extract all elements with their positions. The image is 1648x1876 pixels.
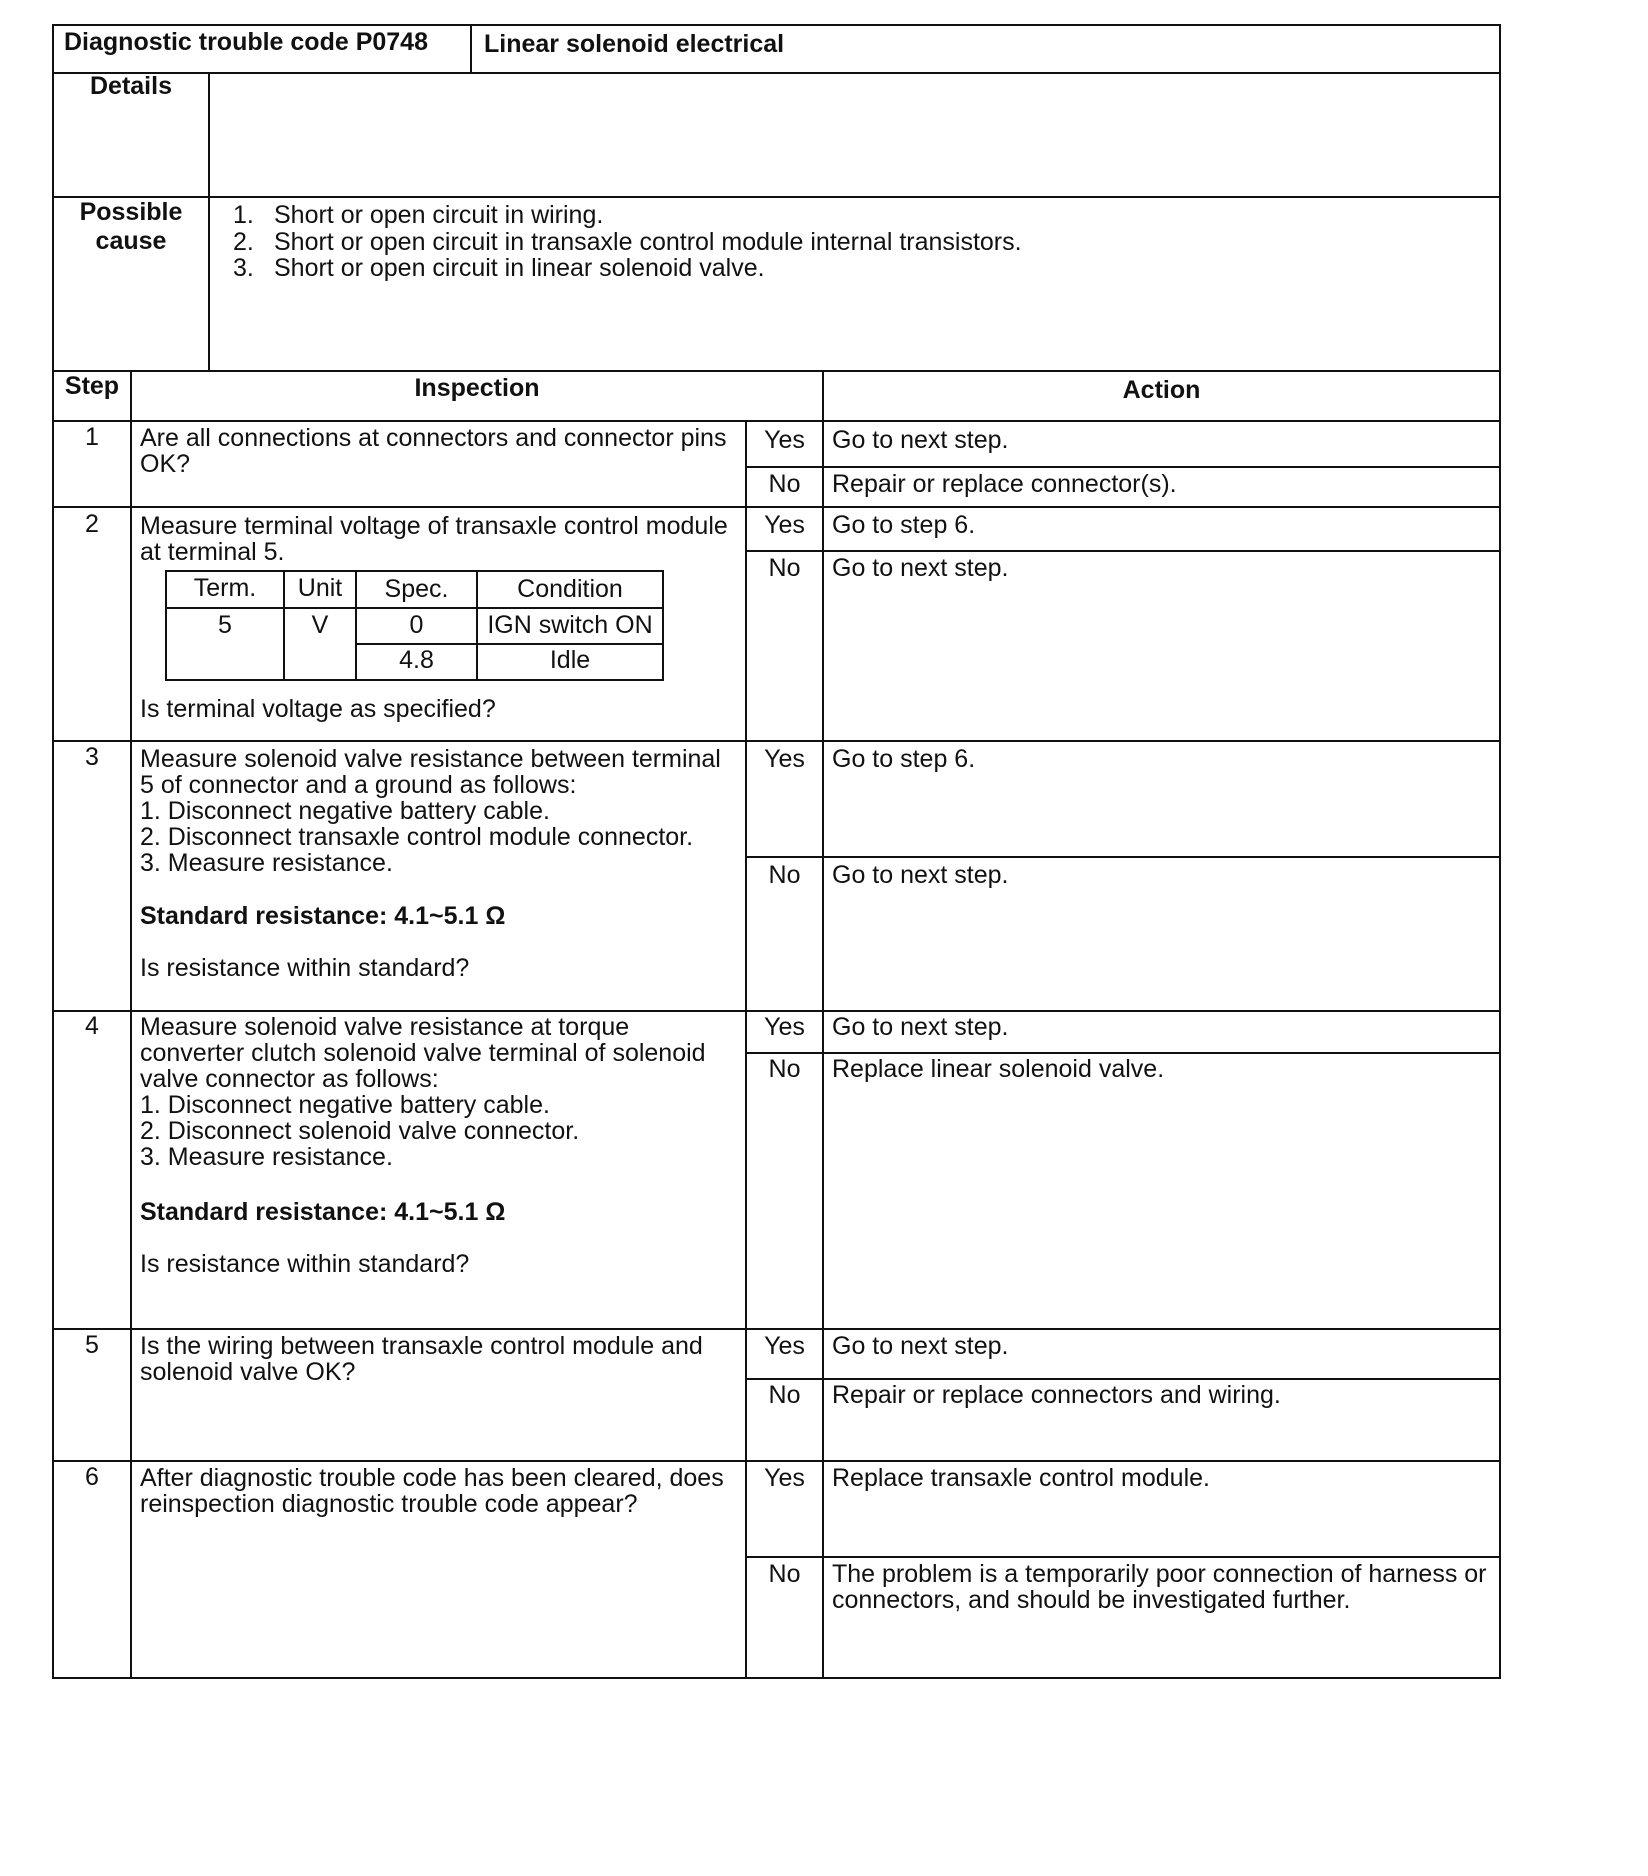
- inspection-line: reinspection diagnostic trouble code appear?: [140, 1490, 638, 1518]
- dtc-title: Linear solenoid electrical: [484, 30, 785, 58]
- yes-label: Yes: [764, 1464, 805, 1492]
- column-header-bottom-line: [52, 420, 1501, 422]
- inspection-question: Is terminal voltage as specified?: [140, 695, 496, 723]
- step-number: 3: [85, 743, 99, 771]
- step-number: 5: [85, 1331, 99, 1359]
- cause-item-text: Short or open circuit in wiring.: [274, 201, 604, 229]
- no-action: Replace linear solenoid valve.: [832, 1055, 1165, 1083]
- yesno-separator-5: [745, 1378, 1501, 1380]
- yes-action: Go to next step.: [832, 1013, 1009, 1041]
- yes-action: Go to step 6.: [832, 745, 976, 773]
- inspection-line: OK?: [140, 450, 191, 478]
- spec-condition: Idle: [549, 646, 591, 674]
- spec-term-value: 5: [218, 611, 232, 639]
- dtc-code-label: Diagnostic trouble code P0748: [64, 28, 428, 56]
- row-separator-5: [52, 1460, 1501, 1462]
- spec-unit-value: V: [311, 611, 329, 639]
- cause-item-number: 3.: [233, 254, 254, 282]
- step-number: 2: [85, 510, 99, 538]
- step-number: 4: [85, 1012, 99, 1040]
- border-bottom: [52, 1677, 1501, 1679]
- spec-table-border: [165, 570, 664, 572]
- inspection-line: Is the wiring between transaxle control module and: [140, 1332, 703, 1360]
- inspection-line: at terminal 5.: [140, 538, 285, 566]
- action-column-header: Action: [1122, 376, 1201, 404]
- spec-header-term: Term.: [193, 574, 257, 602]
- inspection-line: 3. Measure resistance.: [140, 849, 393, 877]
- possible-cause-label-line2: cause: [95, 227, 167, 255]
- border-top: [52, 24, 1501, 26]
- inspection-line: 1. Disconnect negative battery cable.: [140, 797, 550, 825]
- no-action-line: The problem is a temporarily poor connection of harness or: [832, 1560, 1487, 1588]
- header-divider: [470, 24, 472, 72]
- inspection-line: 3. Measure resistance.: [140, 1143, 393, 1171]
- inspection-line: solenoid valve OK?: [140, 1358, 356, 1386]
- standard-resistance: Standard resistance: 4.1~5.1 Ω: [140, 1198, 506, 1226]
- no-action-line: connectors, and should be investigated further.: [832, 1586, 1351, 1614]
- spec-table-border: [165, 607, 664, 609]
- inspection-column-header: Inspection: [414, 374, 540, 402]
- inspection-line: converter clutch solenoid valve terminal of solenoid: [140, 1039, 706, 1067]
- no-label: No: [768, 554, 801, 582]
- step-column-header: Step: [64, 372, 120, 400]
- no-label: No: [768, 1381, 801, 1409]
- row-separator-2: [52, 740, 1501, 742]
- no-action: Go to next step.: [832, 861, 1009, 889]
- inspection-line: 2. Disconnect transaxle control module connector.: [140, 823, 694, 851]
- row-separator-4: [52, 1328, 1501, 1330]
- yesno-separator-3: [745, 856, 1501, 858]
- details-label: Details: [90, 72, 172, 100]
- standard-resistance: Standard resistance: 4.1~5.1 Ω: [140, 902, 506, 930]
- spec-table-border: [355, 643, 664, 645]
- no-label: No: [768, 1055, 801, 1083]
- header-bottom-line: [52, 72, 1501, 74]
- no-label: No: [768, 1560, 801, 1588]
- inspection-line: 5 of connector and a ground as follows:: [140, 771, 577, 799]
- border-right: [1499, 24, 1501, 1679]
- action-column-divider: [822, 370, 824, 1679]
- inspection-question: Is resistance within standard?: [140, 1250, 470, 1278]
- cause-item-text: Short or open circuit in linear solenoid valve.: [274, 254, 765, 282]
- border-left: [52, 24, 54, 1679]
- row-separator-3: [52, 1010, 1501, 1012]
- inspection-line: 2. Disconnect solenoid valve connector.: [140, 1117, 580, 1145]
- inspection-line: valve connector as follows:: [140, 1065, 439, 1093]
- no-action: Repair or replace connectors and wiring.: [832, 1381, 1281, 1409]
- possible-cause-label-line1: Possible: [79, 198, 183, 226]
- yesno-separator-1: [745, 466, 1501, 468]
- step-column-divider: [130, 370, 132, 1679]
- inspection-line: Are all connections at connectors and connector pins: [140, 424, 727, 452]
- cause-bottom-line: [52, 370, 1501, 372]
- inspection-line: 1. Disconnect negative battery cable.: [140, 1091, 550, 1119]
- yes-action: Replace transaxle control module.: [832, 1464, 1210, 1492]
- spec-header-unit: Unit: [297, 574, 343, 602]
- yes-label: Yes: [764, 1013, 805, 1041]
- spec-condition: IGN switch ON: [487, 611, 653, 639]
- yesno-separator-6: [745, 1556, 1501, 1558]
- spec-value: 4.8: [399, 646, 434, 674]
- inspection-line: After diagnostic trouble code has been cleared, does: [140, 1464, 724, 1492]
- label-column-divider: [208, 72, 210, 370]
- spec-header-condition: Condition: [517, 575, 623, 603]
- details-bottom-line: [52, 196, 1501, 198]
- inspection-line: Measure terminal voltage of transaxle control module: [140, 512, 728, 540]
- yes-action: Go to next step.: [832, 426, 1009, 454]
- spec-table-border: [662, 570, 664, 681]
- step-number: 6: [85, 1463, 99, 1491]
- inspection-line: Measure solenoid valve resistance at torque: [140, 1013, 630, 1041]
- yes-label: Yes: [764, 745, 805, 773]
- spec-table-border: [165, 679, 664, 681]
- cause-item-number: 2.: [233, 228, 254, 256]
- yesno-separator-4: [745, 1052, 1501, 1054]
- yes-label: Yes: [764, 1332, 805, 1360]
- inspection-line: Measure solenoid valve resistance between terminal: [140, 745, 721, 773]
- cause-item-text: Short or open circuit in transaxle control module internal transistors.: [274, 228, 1022, 256]
- yes-action: Go to next step.: [832, 1332, 1009, 1360]
- cause-item-number: 1.: [233, 201, 254, 229]
- no-action: Repair or replace connector(s).: [832, 470, 1177, 498]
- yes-action: Go to step 6.: [832, 511, 976, 539]
- spec-value: 0: [409, 611, 424, 639]
- row-separator-1: [52, 506, 1501, 508]
- yes-label: Yes: [764, 426, 805, 454]
- inspection-question: Is resistance within standard?: [140, 954, 470, 982]
- no-action: Go to next step.: [832, 554, 1009, 582]
- yes-label: Yes: [764, 511, 805, 539]
- spec-header-spec: Spec.: [384, 575, 449, 603]
- step-number: 1: [85, 423, 99, 451]
- no-label: No: [768, 861, 801, 889]
- yesno-separator-2: [745, 550, 1501, 552]
- no-label: No: [768, 470, 801, 498]
